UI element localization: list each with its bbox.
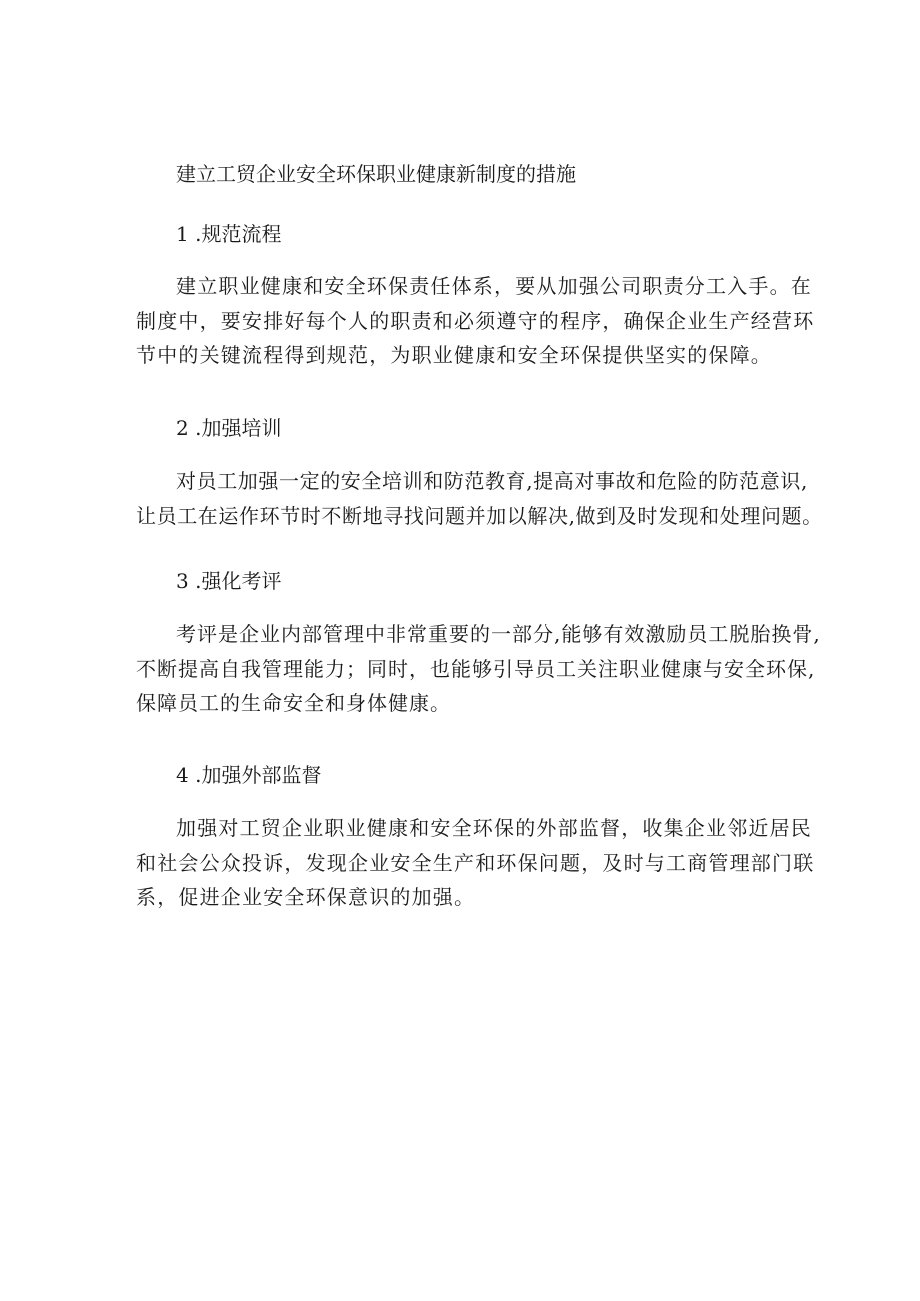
section-heading-1: 1 .规范流程 [176,222,282,246]
paragraph-line: 让员工在运作环节时不断地寻找问题并加以解决,做到及时发现和处理问题。 [136,503,823,528]
section-heading-4: 4 .加强外部监督 [176,763,322,787]
section-paragraph-3 [136,617,821,721]
section-paragraph-2 [136,464,823,533]
paragraph-line: 对员工加强一定的安全培训和防范教育,提高对事故和危险的防范意识, [176,469,808,493]
document-title: 建立工贸企业安全环保职业健康新制度的措施 [176,162,576,186]
paragraph-line: 制度中，要安排好每个人的职责和必须遵守的程序，确保企业生产经营环 [136,308,815,333]
paragraph-line: 不断提高自我管理能力；同时，也能够引导员工关注职业健康与安全环保, [136,656,816,681]
paragraph-line: 建立职业健康和安全环保责任体系，要从加强公司职责分工入手。在 [176,274,812,298]
paragraph-line: 节中的关键流程得到规范，为职业健康和安全环保提供坚实的保障。 [136,343,772,367]
paragraph-line: 和社会公众投诉，发现企业安全生产和环保问题，及时与工商管理部门联 [136,850,815,875]
paragraph-line: 考评是企业内部管理中非常重要的一部分,能够有效激励员工脱胎换骨, [176,622,821,646]
section-heading-3: 3 .强化考评 [176,569,282,593]
paragraph-line: 保障员工的生命安全和身体健康。 [136,691,451,715]
section-heading-2: 2 .加强培训 [176,416,282,440]
section-paragraph-1 [136,269,816,373]
paragraph-line: 加强对工贸企业职业健康和安全环保的外部监督，收集企业邻近居民 [176,816,812,840]
paragraph-line: 系，促进企业安全环保意识的加强。 [136,885,476,909]
section-paragraph-4 [136,811,816,915]
